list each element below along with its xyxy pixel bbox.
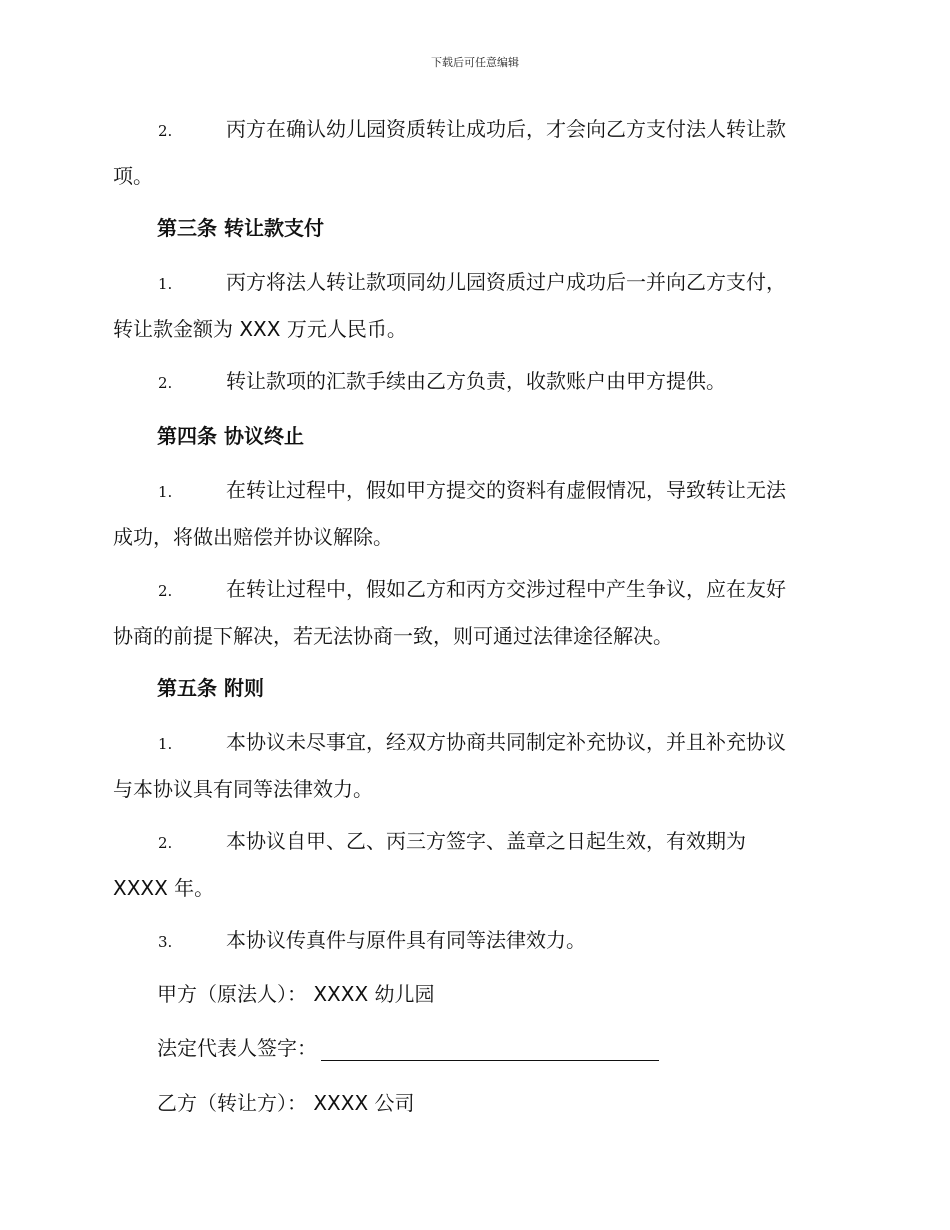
item-number: 2. <box>158 582 173 600</box>
item-number: 2. <box>158 374 173 392</box>
representative-signature-line <box>157 1026 659 1071</box>
item-text: 在转让过程中，假如甲方提交的资料有虚假情况，导致转让无法 <box>226 478 786 502</box>
item-text-continued: 协商的前提下解决，若无法协商一致，则可通过法律途径解决。 <box>113 624 673 648</box>
signature-label: 法定代表人签字： <box>157 1036 317 1060</box>
item-text: 转让款项的汇款手续由乙方负责，收款账户由甲方提供。 <box>226 369 726 393</box>
article-4-title: 第四条 协议终止 <box>157 424 304 448</box>
item-text: 在转让过程中，假如乙方和丙方交涉过程中产生争议，应在友好 <box>226 577 786 601</box>
item-text-continued: 转让款金额为 XXX 万元人民币。 <box>113 317 407 341</box>
item-text-continued: 成功，将做出赔偿并协议解除。 <box>113 525 393 549</box>
clause-item <box>113 918 838 965</box>
signature-blank[interactable] <box>321 1032 659 1061</box>
item-text: 丙方将法人转让款项同幼儿园资质过户成功后一并向乙方支付， <box>226 270 786 294</box>
item-number: 3. <box>158 933 173 951</box>
item-number: 1. <box>158 735 173 753</box>
item-text-continued: XXXX 年。 <box>113 876 215 900</box>
item-text: 丙方在确认幼儿园资质转让成功后，才会向乙方支付法人转让款 <box>226 117 786 141</box>
item-text-continued: 项。 <box>113 164 153 188</box>
clause-item <box>113 107 838 199</box>
item-text: 本协议未尽事宜，经双方协商共同制定补充协议，并且补充协议 <box>226 730 786 754</box>
clause-item <box>113 468 838 560</box>
item-text-continued: 与本协议具有同等法律效力。 <box>113 777 373 801</box>
item-number: 2. <box>158 122 173 140</box>
item-text: 本协议传真件与原件具有同等法律效力。 <box>226 928 586 952</box>
clause-item <box>113 720 838 812</box>
item-number: 1. <box>158 275 173 293</box>
item-text: 本协议自甲、乙、丙三方签字、盖章之日起生效，有效期为 <box>226 829 746 853</box>
clause-item <box>113 819 838 911</box>
page-header: 下载后可任意编辑 <box>431 56 519 69</box>
item-number: 1. <box>158 483 173 501</box>
party-a-line: 甲方（原法人）： XXXX 幼儿园 <box>157 982 435 1006</box>
article-3-title: 第三条 转让款支付 <box>157 216 324 240</box>
clause-item <box>113 359 838 406</box>
item-number: 2. <box>158 834 173 852</box>
clause-item <box>113 260 838 352</box>
article-5-title: 第五条 附则 <box>157 676 264 700</box>
party-b-line: 乙方（转让方）： XXXX 公司 <box>157 1091 415 1115</box>
clause-item <box>113 567 838 659</box>
